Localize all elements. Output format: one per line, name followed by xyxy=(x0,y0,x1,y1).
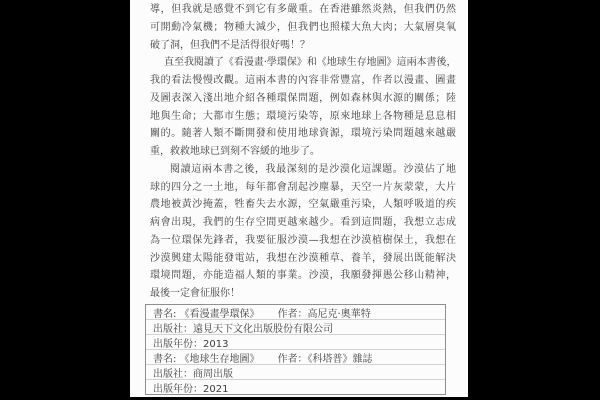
essay-line: 重，救救地球已到刻不容緩的地步了。 xyxy=(150,146,320,157)
bibliography-table xyxy=(145,304,446,395)
essay-line: 關的。隨著人類不斷開發和使用地球資源，環境污染問題越來越嚴 xyxy=(150,128,456,140)
essay-line: 農地被黃沙掩蓋，牲畜失去水源，空氣嚴重污染，人類呼吸道的疾 xyxy=(150,199,456,211)
essay-line: 及圖表深入淺出地介紹各種環保問題，例如森林與水源的關係；陸 xyxy=(150,92,456,104)
book1-author: 作者：高尼克·奧華特 xyxy=(277,308,371,319)
essay-line: 環境問題，亦能造福人類的事業。沙漠，我願發揮愚公移山精神， xyxy=(150,270,456,282)
essay-line: 病會出現，我們的生存空間更越來越少。看到這問題，我想立志成 xyxy=(150,217,456,228)
book1-year: 出版年份：2013 xyxy=(153,338,229,349)
book1-year-row xyxy=(146,334,445,349)
essay-line: 地與生命；大都市生態；環境污染等，原來地球上各物種是息息相 xyxy=(150,110,456,122)
book1-publisher-row xyxy=(146,319,445,334)
book2-year: 出版年份：2021 xyxy=(153,383,229,394)
essay-line: 球的四分之一土地，每年都會刮起沙塵暴，天空一片灰蒙蒙，大片 xyxy=(150,181,456,193)
essay-line: 直至我閱讀了《看漫畫·學環保》和《地球生存地圖》這兩本書後， xyxy=(164,57,456,69)
book2-publisher: 出版社：商周出版 xyxy=(153,368,233,379)
essay-line: 沙漠興建太陽能發電站，我想在沙漠種草、養羊，發展出既能解決 xyxy=(150,252,456,264)
book2-title-row xyxy=(146,349,445,364)
essay-line: 可開動冷氣機；物種大減少，但我們也照樣大魚大肉；大氣層臭氧 xyxy=(150,21,456,33)
essay-line: 破了洞，但我們不是活得很好嗎！？ xyxy=(150,39,310,51)
scanned-essay-page xyxy=(130,0,468,397)
book1-title: 書名: 《看漫畫學環保》 xyxy=(153,308,260,319)
book1-title-row xyxy=(146,305,445,319)
essay-line: 導，但我就是感覺不到它有多嚴重。在香港雖然炎熱，但我們仍然 xyxy=(150,4,456,15)
essay-line: 最後一定會征服你！ xyxy=(150,288,240,299)
essay-text xyxy=(150,1,456,303)
book1-publisher: 出版社：遠見天下文化出版股份有限公司 xyxy=(153,323,333,334)
essay-line: 閱讀這兩本書之後，我最深刻的是沙漠化這課題。沙漠佔了地 xyxy=(170,163,456,175)
book2-title: 書名: 《地球生存地圖》 xyxy=(153,353,260,364)
book2-year-row xyxy=(146,379,445,394)
essay-line: 我的看法慢慢改觀。這兩本書的內容非常豐富，作者以漫畫、圖畫 xyxy=(150,75,456,86)
book2-publisher-row xyxy=(146,364,445,379)
book2-author: 作者：《科塔普》雜誌 xyxy=(277,353,373,364)
essay-line: 為一位環保先鋒者，我要征服沙漠—我想在沙漠植樹保土，我想在 xyxy=(150,234,456,246)
